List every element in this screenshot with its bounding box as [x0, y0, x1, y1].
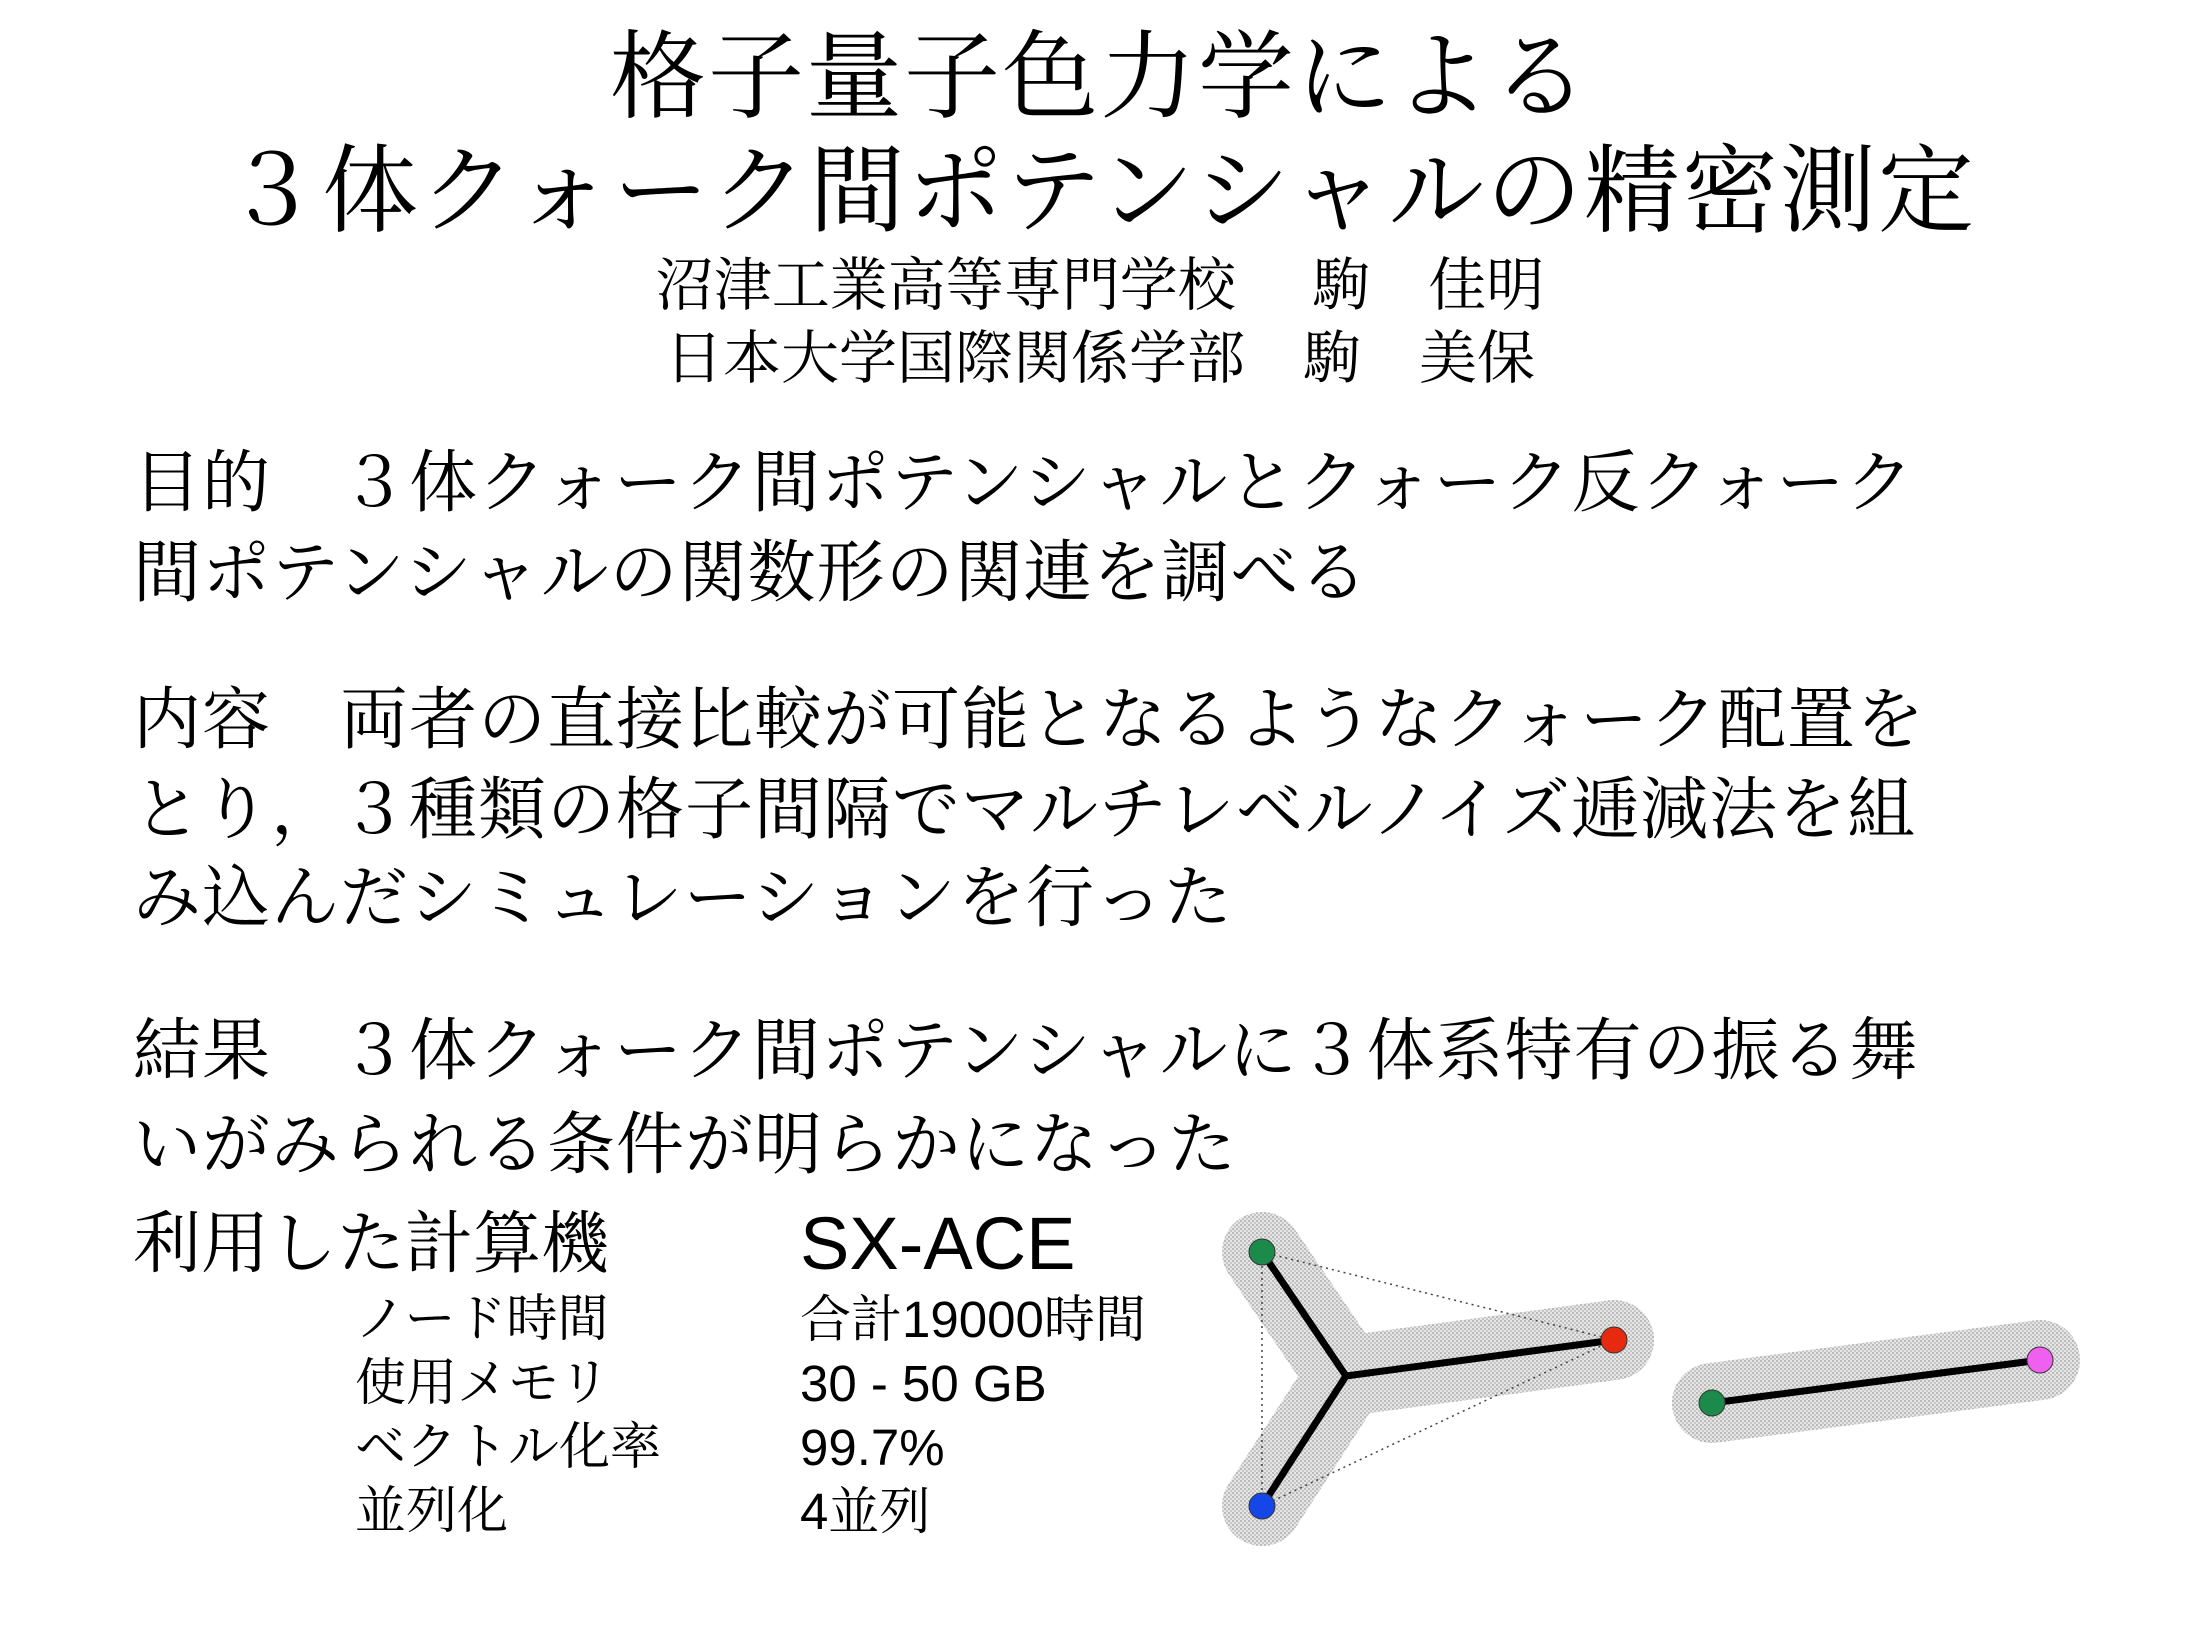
- computer-name: SX-ACE: [800, 1202, 1076, 1285]
- content-line-2: とり，３種類の格子間隔でマルチレベルノイズ逓減法を組: [133, 771, 1917, 850]
- three-quark-flux-tube: [1262, 1252, 1614, 1506]
- affiliation-1: 沼津工業高等専門学校 駒 佳明: [655, 251, 1545, 319]
- content-line-1: 内容 両者の直接比較が可能となるようなクォーク配置を: [133, 681, 1925, 760]
- title-line-2: ３体クォーク間ポテンシャルの精密測定: [224, 135, 1976, 247]
- memory-label: 使用メモリ: [355, 1354, 611, 1413]
- result-line-2: いがみられる条件が明らかになった: [133, 1106, 1238, 1185]
- computer-label: 利用した計算機: [133, 1205, 610, 1284]
- node-hours-label: ノード時間: [355, 1290, 609, 1349]
- quark-green-dot-2: [1699, 1390, 1725, 1416]
- parallelization-value: 4並列: [800, 1483, 931, 1540]
- antiquark-magenta-dot: [2027, 1347, 2053, 1373]
- purpose-line-2: 間ポテンシャルの関数形の関連を調べる: [133, 534, 1369, 613]
- parallelization-label: 並列化: [355, 1482, 509, 1541]
- quark-blue-dot: [1249, 1493, 1275, 1519]
- vectorization-label: ベクトル化率: [355, 1418, 662, 1477]
- vectorization-value: 99.7%: [800, 1419, 945, 1476]
- affiliation-2: 日本大学国際関係学部 駒 美保: [664, 324, 1535, 392]
- purpose-line-1: 目的 ３体クォーク間ポテンシャルとクォーク反クォーク: [133, 444, 1915, 523]
- quark-green-dot: [1249, 1239, 1275, 1265]
- result-line-1: 結果 ３体クォーク間ポテンシャルに３体系特有の振る舞: [133, 1012, 1919, 1091]
- memory-value: 30 - 50 GB: [800, 1355, 1047, 1412]
- node-hours-value: 合計19000時間: [800, 1291, 1146, 1348]
- quark-red-dot: [1601, 1327, 1627, 1353]
- content-line-3: み込んだシミュレーションを行った: [133, 859, 1233, 938]
- title-line-1: 格子量子色力学による: [610, 21, 1590, 133]
